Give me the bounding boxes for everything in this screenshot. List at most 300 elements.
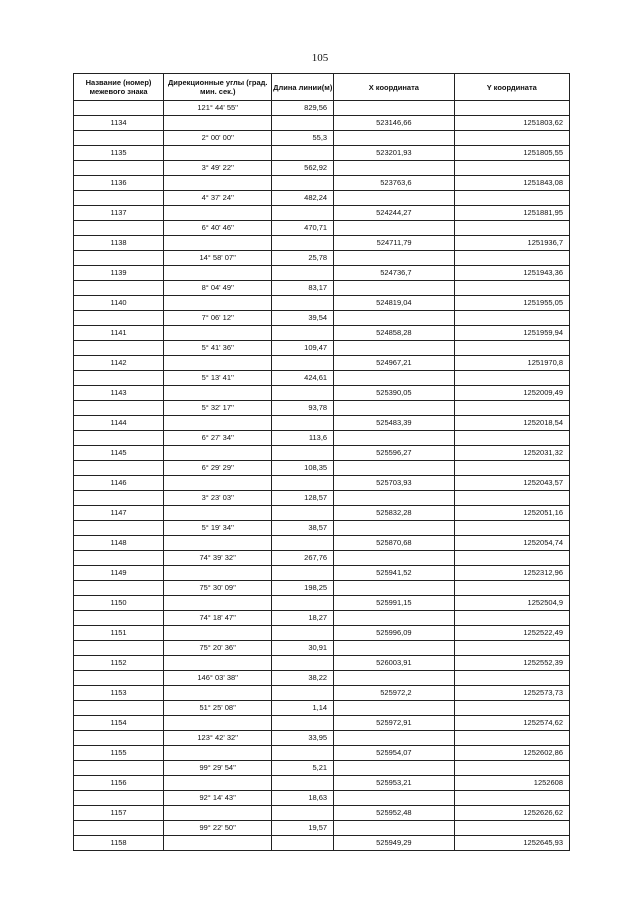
line-length: 108,35 — [272, 461, 334, 476]
line-length: 470,71 — [272, 221, 334, 236]
direction-angle: 5° 41' 36'' — [164, 341, 272, 356]
segment-name-cell — [74, 191, 164, 206]
line-length: 198,25 — [272, 581, 334, 596]
segment-y-cell — [454, 581, 569, 596]
point-name: 1140 — [74, 296, 164, 311]
point-angle-cell — [164, 176, 272, 191]
direction-angle: 99° 22' 50'' — [164, 821, 272, 836]
point-length-cell — [272, 506, 334, 521]
x-coordinate: 524244,27 — [334, 206, 454, 221]
y-coordinate: 1251959,94 — [454, 326, 569, 341]
direction-angle: 146° 03' 38'' — [164, 671, 272, 686]
point-name: 1152 — [74, 656, 164, 671]
segment-name-cell — [74, 791, 164, 806]
segment-name-cell — [74, 671, 164, 686]
point-angle-cell — [164, 146, 272, 161]
line-length: 38,57 — [272, 521, 334, 536]
x-coordinate: 524819,04 — [334, 296, 454, 311]
x-coordinate: 524967,21 — [334, 356, 454, 371]
x-coordinate: 525972,91 — [334, 716, 454, 731]
segment-name-cell — [74, 611, 164, 626]
segment-x-cell — [334, 761, 454, 776]
segment-y-cell — [454, 521, 569, 536]
point-angle-cell — [164, 596, 272, 611]
direction-angle: 8° 04' 49'' — [164, 281, 272, 296]
segment-name-cell — [74, 461, 164, 476]
point-name: 1142 — [74, 356, 164, 371]
y-coordinate: 1252552,39 — [454, 656, 569, 671]
point-length-cell — [272, 326, 334, 341]
point-length-cell — [272, 296, 334, 311]
x-coordinate: 525870,68 — [334, 536, 454, 551]
segment-name-cell — [74, 221, 164, 236]
direction-angle: 6° 27' 34'' — [164, 431, 272, 446]
segment-name-cell — [74, 491, 164, 506]
direction-angle: 51° 25' 08'' — [164, 701, 272, 716]
segment-y-cell — [454, 731, 569, 746]
x-coordinate: 523201,93 — [334, 146, 454, 161]
segment-row — [74, 401, 570, 416]
segment-x-cell — [334, 191, 454, 206]
point-name: 1136 — [74, 176, 164, 191]
segment-name-cell — [74, 161, 164, 176]
point-row — [74, 656, 570, 671]
y-coordinate: 1251881,95 — [454, 206, 569, 221]
point-length-cell — [272, 266, 334, 281]
segment-y-cell — [454, 281, 569, 296]
x-coordinate: 525596,27 — [334, 446, 454, 461]
point-name: 1155 — [74, 746, 164, 761]
direction-angle: 74° 18' 47'' — [164, 611, 272, 626]
segment-row — [74, 251, 570, 266]
point-angle-cell — [164, 266, 272, 281]
y-coordinate: 1251955,05 — [454, 296, 569, 311]
direction-angle: 6° 29' 29'' — [164, 461, 272, 476]
segment-name-cell — [74, 131, 164, 146]
point-angle-cell — [164, 356, 272, 371]
direction-angle: 7° 06' 12'' — [164, 311, 272, 326]
point-angle-cell — [164, 236, 272, 251]
direction-angle: 75° 20' 36'' — [164, 641, 272, 656]
direction-angle: 2° 00' 00'' — [164, 131, 272, 146]
x-coordinate: 524858,28 — [334, 326, 454, 341]
line-length: 55,3 — [272, 131, 334, 146]
segment-row — [74, 791, 570, 806]
point-angle-cell — [164, 116, 272, 131]
y-coordinate: 1251936,7 — [454, 236, 569, 251]
x-coordinate: 525996,09 — [334, 626, 454, 641]
x-coordinate: 525991,15 — [334, 596, 454, 611]
point-name: 1149 — [74, 566, 164, 581]
segment-name-cell — [74, 101, 164, 116]
direction-angle: 5° 32' 17'' — [164, 401, 272, 416]
segment-x-cell — [334, 731, 454, 746]
segment-x-cell — [334, 401, 454, 416]
segment-row — [74, 281, 570, 296]
point-row — [74, 326, 570, 341]
y-coordinate: 1251805,55 — [454, 146, 569, 161]
line-length: 30,91 — [272, 641, 334, 656]
segment-x-cell — [334, 101, 454, 116]
y-coordinate: 1252602,86 — [454, 746, 569, 761]
x-coordinate: 525954,07 — [334, 746, 454, 761]
line-length: 424,61 — [272, 371, 334, 386]
table-header-row — [74, 74, 570, 101]
segment-x-cell — [334, 671, 454, 686]
point-angle-cell — [164, 776, 272, 791]
segment-name-cell — [74, 371, 164, 386]
y-coordinate: 1252018,54 — [454, 416, 569, 431]
direction-angle: 6° 40' 46'' — [164, 221, 272, 236]
point-angle-cell — [164, 746, 272, 761]
direction-angle: 99° 29' 54'' — [164, 761, 272, 776]
x-coordinate: 523763,6 — [334, 176, 454, 191]
segment-x-cell — [334, 581, 454, 596]
segment-row — [74, 461, 570, 476]
point-angle-cell — [164, 656, 272, 671]
segment-name-cell — [74, 341, 164, 356]
segment-row — [74, 311, 570, 326]
point-row — [74, 836, 570, 851]
segment-row — [74, 641, 570, 656]
y-coordinate: 1252009,49 — [454, 386, 569, 401]
point-row — [74, 236, 570, 251]
segment-name-cell — [74, 551, 164, 566]
segment-y-cell — [454, 761, 569, 776]
y-coordinate: 1251803,62 — [454, 116, 569, 131]
segment-x-cell — [334, 161, 454, 176]
segment-row — [74, 581, 570, 596]
segment-x-cell — [334, 311, 454, 326]
segment-x-cell — [334, 791, 454, 806]
point-row — [74, 506, 570, 521]
point-length-cell — [272, 776, 334, 791]
point-angle-cell — [164, 386, 272, 401]
point-angle-cell — [164, 416, 272, 431]
x-coordinate: 524736,7 — [334, 266, 454, 281]
point-angle-cell — [164, 716, 272, 731]
line-length: 33,95 — [272, 731, 334, 746]
direction-angle: 5° 13' 41'' — [164, 371, 272, 386]
segment-y-cell — [454, 551, 569, 566]
y-coordinate: 1252043,57 — [454, 476, 569, 491]
x-coordinate: 525949,29 — [334, 836, 454, 851]
segment-y-cell — [454, 161, 569, 176]
point-row — [74, 296, 570, 311]
segment-y-cell — [454, 701, 569, 716]
point-length-cell — [272, 206, 334, 221]
point-length-cell — [272, 806, 334, 821]
point-angle-cell — [164, 206, 272, 221]
y-coordinate: 1252522,49 — [454, 626, 569, 641]
point-length-cell — [272, 146, 334, 161]
segment-row — [74, 611, 570, 626]
point-length-cell — [272, 356, 334, 371]
header-name: Название (номер) межевого знака — [74, 74, 164, 101]
y-coordinate: 1252054,74 — [454, 536, 569, 551]
point-angle-cell — [164, 626, 272, 641]
segment-name-cell — [74, 731, 164, 746]
line-length: 5,21 — [272, 761, 334, 776]
point-name: 1138 — [74, 236, 164, 251]
point-row — [74, 806, 570, 821]
point-row — [74, 446, 570, 461]
line-length: 267,76 — [272, 551, 334, 566]
segment-y-cell — [454, 641, 569, 656]
line-length: 83,17 — [272, 281, 334, 296]
y-coordinate: 1252573,73 — [454, 686, 569, 701]
header-y: Y координата — [454, 74, 569, 101]
segment-x-cell — [334, 521, 454, 536]
segment-x-cell — [334, 251, 454, 266]
header-x: X координата — [334, 74, 454, 101]
segment-x-cell — [334, 491, 454, 506]
y-coordinate: 1252051,16 — [454, 506, 569, 521]
line-length: 829,56 — [272, 101, 334, 116]
x-coordinate: 525483,39 — [334, 416, 454, 431]
segment-row — [74, 431, 570, 446]
y-coordinate: 1252031,32 — [454, 446, 569, 461]
segment-x-cell — [334, 341, 454, 356]
y-coordinate: 1251843,08 — [454, 176, 569, 191]
segment-x-cell — [334, 821, 454, 836]
point-name: 1139 — [74, 266, 164, 281]
segment-y-cell — [454, 101, 569, 116]
segment-y-cell — [454, 251, 569, 266]
point-length-cell — [272, 236, 334, 251]
point-row — [74, 146, 570, 161]
point-angle-cell — [164, 476, 272, 491]
direction-angle: 74° 39' 32'' — [164, 551, 272, 566]
segment-name-cell — [74, 431, 164, 446]
point-row — [74, 266, 570, 281]
y-coordinate: 1252312,96 — [454, 566, 569, 581]
x-coordinate: 525941,52 — [334, 566, 454, 581]
segment-x-cell — [334, 641, 454, 656]
segment-row — [74, 731, 570, 746]
segment-row — [74, 161, 570, 176]
segment-x-cell — [334, 431, 454, 446]
page-number: 105 — [311, 52, 329, 64]
segment-x-cell — [334, 461, 454, 476]
point-name: 1141 — [74, 326, 164, 341]
point-angle-cell — [164, 296, 272, 311]
point-name: 1150 — [74, 596, 164, 611]
segment-y-cell — [454, 221, 569, 236]
point-name: 1148 — [74, 536, 164, 551]
segment-x-cell — [334, 551, 454, 566]
direction-angle: 14° 58' 07'' — [164, 251, 272, 266]
segment-row — [74, 491, 570, 506]
header-angle: Дирекционные углы (град. мин. сек.) — [164, 74, 272, 101]
point-angle-cell — [164, 686, 272, 701]
line-length: 562,92 — [272, 161, 334, 176]
segment-row — [74, 371, 570, 386]
x-coordinate: 524711,79 — [334, 236, 454, 251]
segment-y-cell — [454, 791, 569, 806]
segment-row — [74, 191, 570, 206]
point-length-cell — [272, 836, 334, 851]
segment-y-cell — [454, 611, 569, 626]
point-length-cell — [272, 656, 334, 671]
point-row — [74, 716, 570, 731]
segment-x-cell — [334, 371, 454, 386]
segment-name-cell — [74, 401, 164, 416]
line-length: 113,6 — [272, 431, 334, 446]
segment-name-cell — [74, 521, 164, 536]
line-length: 18,63 — [272, 791, 334, 806]
point-name: 1137 — [74, 206, 164, 221]
y-coordinate: 1252574,62 — [454, 716, 569, 731]
point-length-cell — [272, 626, 334, 641]
point-row — [74, 746, 570, 761]
direction-angle: 121° 44' 55'' — [164, 101, 272, 116]
y-coordinate: 1251943,36 — [454, 266, 569, 281]
point-length-cell — [272, 386, 334, 401]
direction-angle: 92° 14' 43'' — [164, 791, 272, 806]
point-row — [74, 626, 570, 641]
point-angle-cell — [164, 506, 272, 521]
x-coordinate: 523146,66 — [334, 116, 454, 131]
point-name: 1153 — [74, 686, 164, 701]
point-row — [74, 416, 570, 431]
x-coordinate: 525952,48 — [334, 806, 454, 821]
point-row — [74, 566, 570, 581]
y-coordinate: 1252626,62 — [454, 806, 569, 821]
direction-angle: 75° 30' 09'' — [164, 581, 272, 596]
point-name: 1146 — [74, 476, 164, 491]
segment-name-cell — [74, 281, 164, 296]
y-coordinate: 1252504,9 — [454, 596, 569, 611]
segment-x-cell — [334, 611, 454, 626]
direction-angle: 123° 42' 32'' — [164, 731, 272, 746]
point-name: 1151 — [74, 626, 164, 641]
x-coordinate: 525832,28 — [334, 506, 454, 521]
y-coordinate: 1252608 — [454, 776, 569, 791]
segment-y-cell — [454, 311, 569, 326]
segment-row — [74, 671, 570, 686]
segment-name-cell — [74, 761, 164, 776]
x-coordinate: 526003,91 — [334, 656, 454, 671]
point-row — [74, 536, 570, 551]
point-row — [74, 206, 570, 221]
point-length-cell — [272, 686, 334, 701]
segment-name-cell — [74, 581, 164, 596]
point-length-cell — [272, 716, 334, 731]
point-name: 1157 — [74, 806, 164, 821]
x-coordinate: 525953,21 — [334, 776, 454, 791]
point-row — [74, 116, 570, 131]
segment-name-cell — [74, 701, 164, 716]
segment-x-cell — [334, 221, 454, 236]
point-name: 1154 — [74, 716, 164, 731]
segment-row — [74, 761, 570, 776]
point-length-cell — [272, 566, 334, 581]
point-length-cell — [272, 476, 334, 491]
segment-row — [74, 341, 570, 356]
segment-row — [74, 521, 570, 536]
segment-y-cell — [454, 371, 569, 386]
line-length: 18,27 — [272, 611, 334, 626]
point-name: 1158 — [74, 836, 164, 851]
line-length: 19,57 — [272, 821, 334, 836]
y-coordinate: 1252645,93 — [454, 836, 569, 851]
line-length: 93,78 — [272, 401, 334, 416]
line-length: 482,24 — [272, 191, 334, 206]
segment-x-cell — [334, 281, 454, 296]
point-angle-cell — [164, 446, 272, 461]
point-length-cell — [272, 446, 334, 461]
point-name: 1144 — [74, 416, 164, 431]
point-length-cell — [272, 176, 334, 191]
segment-y-cell — [454, 341, 569, 356]
boundary-coordinates-table — [73, 73, 570, 851]
segment-y-cell — [454, 671, 569, 686]
point-row — [74, 776, 570, 791]
x-coordinate: 525703,93 — [334, 476, 454, 491]
segment-y-cell — [454, 401, 569, 416]
segment-name-cell — [74, 641, 164, 656]
point-row — [74, 596, 570, 611]
point-length-cell — [272, 746, 334, 761]
segment-y-cell — [454, 191, 569, 206]
point-angle-cell — [164, 566, 272, 581]
segment-y-cell — [454, 491, 569, 506]
point-angle-cell — [164, 536, 272, 551]
point-name: 1134 — [74, 116, 164, 131]
header-length: Длина линии(м) — [272, 74, 334, 101]
point-name: 1143 — [74, 386, 164, 401]
segment-name-cell — [74, 251, 164, 266]
segment-y-cell — [454, 461, 569, 476]
point-row — [74, 176, 570, 191]
segment-x-cell — [334, 701, 454, 716]
y-coordinate: 1251970,8 — [454, 356, 569, 371]
point-length-cell — [272, 416, 334, 431]
point-length-cell — [272, 116, 334, 131]
line-length: 39,54 — [272, 311, 334, 326]
line-length: 128,57 — [272, 491, 334, 506]
line-length: 38,22 — [272, 671, 334, 686]
point-angle-cell — [164, 836, 272, 851]
segment-y-cell — [454, 821, 569, 836]
line-length: 1,14 — [272, 701, 334, 716]
direction-angle: 5° 19' 34'' — [164, 521, 272, 536]
point-length-cell — [272, 536, 334, 551]
direction-angle: 4° 37' 24'' — [164, 191, 272, 206]
point-angle-cell — [164, 806, 272, 821]
segment-row — [74, 221, 570, 236]
direction-angle: 3° 23' 03'' — [164, 491, 272, 506]
segment-row — [74, 101, 570, 116]
direction-angle: 3° 49' 22'' — [164, 161, 272, 176]
segment-row — [74, 551, 570, 566]
segment-x-cell — [334, 131, 454, 146]
segment-y-cell — [454, 431, 569, 446]
line-length: 109,47 — [272, 341, 334, 356]
line-length: 25,78 — [272, 251, 334, 266]
point-row — [74, 686, 570, 701]
segment-row — [74, 131, 570, 146]
x-coordinate: 525390,05 — [334, 386, 454, 401]
segment-row — [74, 701, 570, 716]
point-name: 1156 — [74, 776, 164, 791]
segment-y-cell — [454, 131, 569, 146]
point-row — [74, 356, 570, 371]
point-name: 1147 — [74, 506, 164, 521]
point-length-cell — [272, 596, 334, 611]
point-name: 1135 — [74, 146, 164, 161]
